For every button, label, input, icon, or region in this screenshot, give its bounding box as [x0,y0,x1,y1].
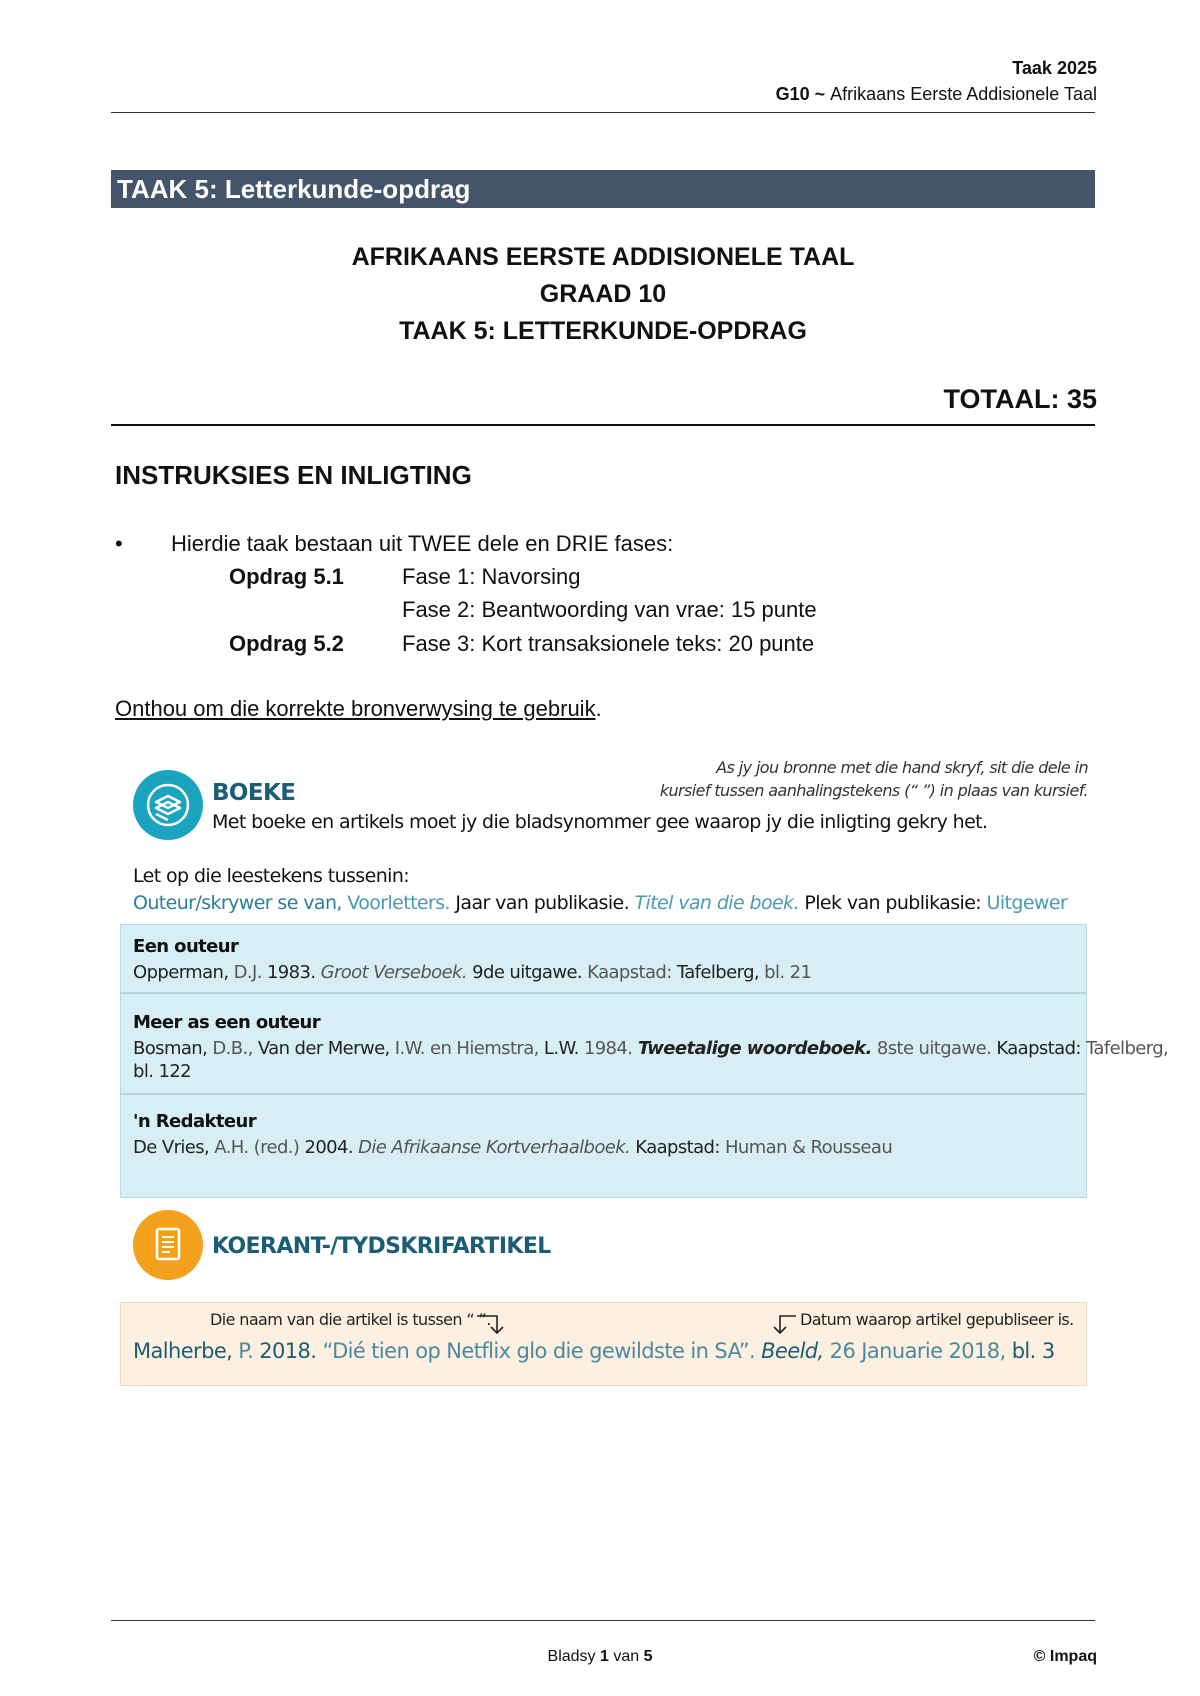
instructions-heading: INSTRUKSIES EN INLIGTING [115,460,472,490]
subject-label: Afrikaans Eerste Addisionele Taal [830,84,1097,104]
article-name-note: Die naam van die artikel is tussen “ ”. [210,1310,491,1329]
format-author: Outeur/skrywer se van, [133,892,342,914]
reference-format [133,892,1067,914]
ref-publisher: Human & Rousseau [719,1137,893,1158]
bullet-icon: • [115,531,123,556]
fase-line: Fase 2: Beantwoording van vrae: 15 punte [402,597,817,622]
ref-place: Kaapstad: [630,1137,720,1158]
ref-author: Van der Merwe, [252,1038,390,1059]
format-year: Jaar van publikasie. [449,892,630,914]
format-initials: Voorletters. [341,892,450,914]
ref-publisher: Tafelberg, [671,962,760,983]
title-line-3: TAAK 5: LETTERKUNDE-OPDRAG [399,317,807,345]
footer-rule [111,1620,1095,1621]
ref-year: 2004. [299,1137,353,1158]
instructions-intro: Hierdie taak bestaan uit TWEE dele en DRIE fases: [171,531,674,556]
example-reference [133,962,811,983]
examples-divider [120,1093,1087,1095]
ref-initials: L.W. [538,1038,579,1059]
punctuation-heading: Let op die leestekens tussenin: [133,865,410,887]
date-note: Datum waarop artikel gepubliseer is. [800,1310,1074,1329]
ref-year: 1983. [261,962,316,983]
ref-title: Die Afrikaanse Kortverhaalboek. [353,1137,631,1158]
ref-page: bl. 21 [759,962,812,983]
opdrag-label: Opdrag 5.2 [229,631,344,656]
ref-place: Kaapstad: [582,962,672,983]
book-icon [133,770,203,840]
fase-line: Fase 1: Navorsing [402,564,581,589]
page-indicator [0,1648,1200,1666]
ref-author: Bosman, [133,1038,208,1059]
reminder-line [115,696,602,722]
example-reference [133,1137,892,1158]
ref-edition: 9de uitgawe. [467,962,583,983]
page-total: 5 [643,1648,653,1665]
format-title: Titel van die boek. [629,892,799,914]
page-number: 1 [599,1648,609,1665]
example-reference [133,1038,1168,1059]
fase-line: Fase 3: Kort transaksionele teks: 20 punte [402,631,815,656]
ref-publication: Beeld, [755,1339,824,1363]
reminder-period: . [595,696,602,721]
task-banner: TAAK 5: Letterkunde-opdrag [111,170,1095,208]
copyright: © Impaq [1033,1648,1097,1665]
example-label: Een outeur [133,936,239,957]
ref-initials: A.H. [209,1137,249,1158]
newspaper-icon [133,1210,203,1280]
koerant-title: KOERANT-/TYDSKRIFARTIKEL [212,1234,551,1259]
total-marks: TOTAAL: 35 [943,384,1097,414]
ref-author: Opperman, [133,962,229,983]
ref-edition: 8ste uitgawe. [871,1038,992,1059]
ref-initials: D.B., [207,1038,253,1059]
grade-label: G10 [775,84,810,104]
ref-page: bl. 122 [133,1061,192,1082]
ref-initials: D.J. [228,962,262,983]
header-separator: ~ [809,84,831,104]
ref-title: Tweetalige woordeboek. [632,1038,872,1059]
boeke-subtitle: Met boeke en artikels moet jy die bladsynommer gee waarop jy die inligting gekry het. [212,811,988,833]
ref-title: Groot Verseboek. [315,962,468,983]
title-line-2: GRAAD 10 [539,280,667,308]
header-subject-line [776,84,1097,105]
handwriting-note-line-1: As jy jou bronne met die hand skryf, sit die dele in [716,758,1088,777]
page-prefix: Bladsy [547,1648,600,1665]
ref-date: 26 Januarie 2018, [823,1339,1006,1363]
boeke-title: BOEKE [212,780,296,806]
ref-author: De Vries, [133,1137,210,1158]
reference-reminder: Onthou om die korrekte bronverwysing te gebruik [115,696,596,721]
ref-article-title: “Dié tien op Netflix glo die gewildste in SA”. [316,1339,756,1363]
title-line-1: AFRIKAANS EERSTE ADDISIONELE TAAL [351,243,855,271]
ref-year: 1984. [578,1038,633,1059]
ref-initials: P. [232,1339,254,1363]
handwriting-note-line-2: kursief tussen aanhalingstekens (“ ”) in plaas van kursief. [659,781,1088,800]
ref-page: bl. 3 [1005,1339,1055,1363]
example-label: Meer as een outeur [133,1012,320,1033]
ref-place: Kaapstad: [991,1038,1081,1059]
page-mid: van [608,1648,644,1665]
article-reference [133,1339,1055,1363]
arrow-down-icon [768,1312,798,1338]
opdrag-label: Opdrag 5.1 [229,564,344,589]
doc-label: Taak 2025 [1012,58,1097,78]
example-label: 'n Redakteur [133,1111,256,1132]
ref-publisher: Tafelberg, [1080,1038,1169,1059]
header-rule [111,112,1095,113]
arrow-down-icon [475,1312,511,1338]
format-place: Plek van publikasie: [798,892,982,914]
format-publisher: Uitgewer [981,892,1068,914]
ref-year: 2018. [253,1339,317,1363]
ref-editor: (red.) [248,1137,300,1158]
examples-divider [120,992,1087,994]
ref-author: Hiemstra, [451,1038,539,1059]
total-rule [111,424,1095,426]
ref-author: Malherbe, [133,1339,233,1363]
ref-initials: I.W. en [389,1038,452,1059]
